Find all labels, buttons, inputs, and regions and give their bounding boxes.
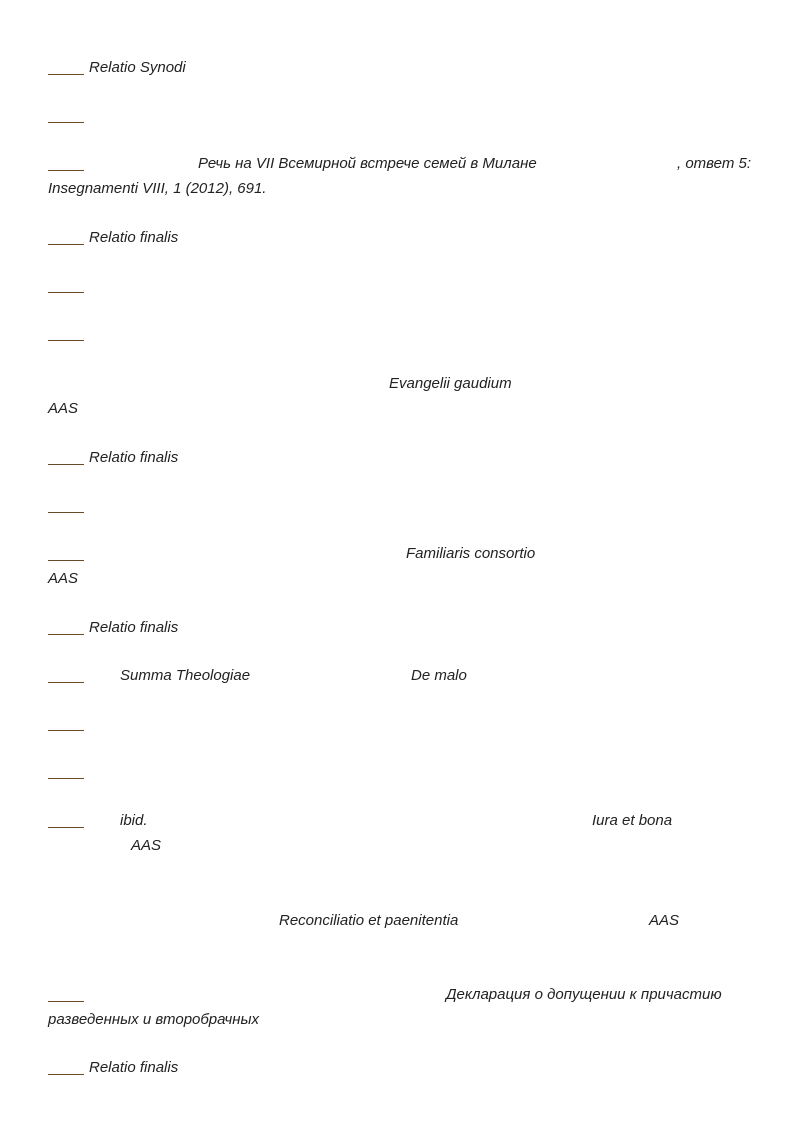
footnote-text: Reconciliatio et paenitentia [279,912,459,929]
footnote-rule [48,560,84,561]
footnote-text: AAS [131,837,162,854]
footnote-rule [48,340,84,341]
footnote-rule [48,634,84,635]
footnote-rule [48,122,84,123]
footnote-text: , ответ 5: [677,155,752,172]
footnote-rule [48,1001,84,1002]
footnote-text: Relatio Synodi [89,59,186,76]
footnote-text: Insegnamenti VIII, 1 (2012), 691. [48,180,267,197]
footnote-rule [48,778,84,779]
footnote-text: Familiaris consortio [406,545,536,562]
footnote-rule [48,1074,84,1075]
footnote-rule [48,682,84,683]
footnote-text: De malo [411,667,467,684]
footnote-rule [48,512,84,513]
footnote-text: разведенных и второбрачных [48,1011,260,1028]
footnote-text: Relatio finalis [89,449,179,466]
footnote-text: Relatio finalis [89,1059,179,1076]
footnote-text: AAS [649,912,680,929]
footnote-rule [48,730,84,731]
footnote-rule [48,292,84,293]
footnote-text: Evangelii gaudium [389,375,512,392]
footnote-text: AAS [48,400,79,417]
footnote-text: Iura et bona [592,812,673,829]
footnote-text: Relatio finalis [89,619,179,636]
footnote-rule [48,74,84,75]
footnote-rule [48,244,84,245]
footnote-rule [48,827,84,828]
footnote-text: ibid. [120,812,148,829]
footnote-text: Декларация о допущении к причастию [446,986,722,1003]
footnote-text: Summa Theologiae [120,667,251,684]
footnote-text: AAS [48,570,79,587]
footnote-rule [48,170,84,171]
footnote-rule [48,464,84,465]
footnote-text: Речь на VII Всемирной встрече семей в Милане [198,155,537,172]
footnote-text: Relatio finalis [89,229,179,246]
